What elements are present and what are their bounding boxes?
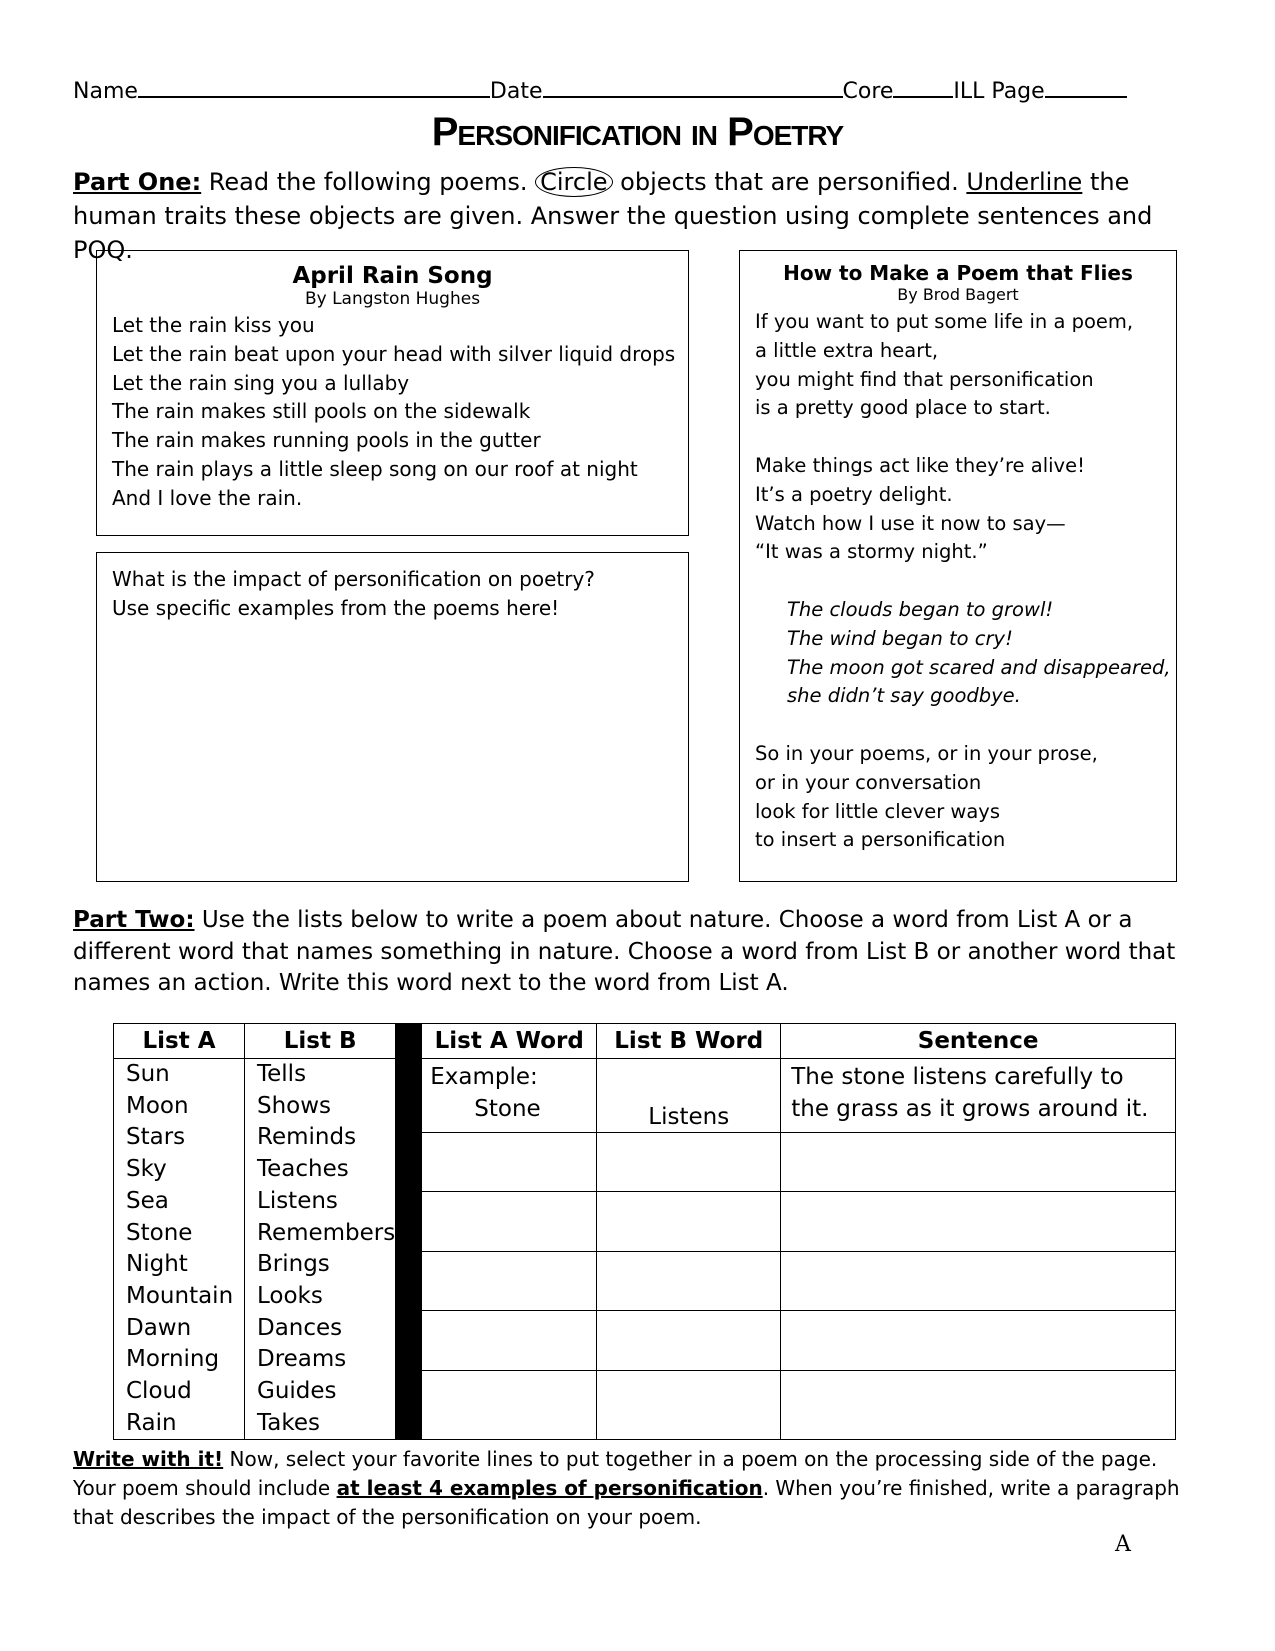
answer-cell-sentence[interactable] xyxy=(781,1192,1176,1251)
list-item: Stars xyxy=(126,1124,186,1151)
poem-line: Let the rain sing you a lullaby xyxy=(112,370,410,395)
list-item: Teaches xyxy=(257,1156,349,1183)
name-blank[interactable] xyxy=(138,74,490,98)
example-label: Example: xyxy=(430,1064,538,1090)
answer-cell-b[interactable] xyxy=(597,1311,781,1370)
example-sentence-line-2: the grass as it grows around it. xyxy=(791,1096,1149,1122)
list-item: Listens xyxy=(257,1187,338,1214)
core-label: Core xyxy=(842,79,894,104)
page-title: Personification in Poetry xyxy=(431,110,844,154)
header-list-b: List B xyxy=(245,1024,396,1059)
poem-line: The rain makes still pools on the sidewalk xyxy=(112,399,531,424)
ill-page-label: ILL Page xyxy=(953,79,1045,104)
part-one-text-3: the human traits these objects are given. Answer the question using complete sentences and POQ. xyxy=(73,168,1153,264)
example-list-a-word xyxy=(422,1059,597,1133)
list-item: Looks xyxy=(257,1282,323,1309)
list-item: Sea xyxy=(126,1187,169,1214)
underline-word: Underline xyxy=(966,168,1083,196)
poem-line: or in your conversation xyxy=(755,770,982,794)
list-b xyxy=(245,1059,396,1440)
poem-line: is a pretty good place to start. xyxy=(755,396,1051,420)
word-lists-table xyxy=(113,1023,1176,1440)
list-item: Shows xyxy=(257,1092,332,1119)
example-a-word: Stone xyxy=(474,1096,541,1122)
answer-cell-sentence[interactable] xyxy=(781,1311,1176,1370)
write-text-2: . When you’re finished, write a paragraph that describes the impact of the personification on your poem. xyxy=(73,1476,1180,1529)
part-one-text-2: objects that are personified. xyxy=(612,168,967,196)
answer-cell-a[interactable] xyxy=(422,1192,597,1251)
example-list-b-word: Listens xyxy=(597,1059,781,1133)
poem-line: It’s a poetry delight. xyxy=(755,482,953,506)
poem-line: Let the rain kiss you xyxy=(112,313,315,337)
ill-page-blank[interactable] xyxy=(1045,74,1127,98)
part-two-text: Use the lists below to write a poem about nature. Choose a word from List A or a different word that names something in nature. Choose a word from List B or another word that names an action. Write this word next to the word from List A. xyxy=(73,907,1176,996)
poem2-stanza-1 xyxy=(755,308,1161,423)
answer-cell-b[interactable] xyxy=(597,1251,781,1310)
list-item: Morning xyxy=(126,1346,220,1373)
part-one-label: Part One: xyxy=(73,168,202,196)
header-list-a: List A xyxy=(114,1024,245,1059)
poem-line: you might find that personification xyxy=(755,367,1094,391)
poem1-lines xyxy=(112,311,676,513)
poem-line: The wind began to cry! xyxy=(787,626,1013,650)
header-fields xyxy=(73,74,1183,109)
question-text: What is the impact of personification on poetry? Use specific examples from the poems here! xyxy=(112,567,595,620)
poem2-title: How to Make a Poem that Flies xyxy=(783,261,1133,285)
name-label: Name xyxy=(73,79,138,104)
list-item: Sky xyxy=(126,1156,167,1183)
poem-line: a little extra heart, xyxy=(755,338,939,362)
list-a xyxy=(114,1059,245,1440)
poem-line: If you want to put some life in a poem, xyxy=(755,310,1134,333)
write-with-it-instructions xyxy=(73,1445,1183,1532)
example-sentence-line-1: The stone listens carefully to xyxy=(791,1064,1124,1090)
poem-line: The moon got scared and disappeared, xyxy=(787,655,1171,679)
write-text-1: Now, select your favorite lines to put together in a poem on the processing side of the page. Your poem should include xyxy=(73,1447,1158,1500)
poem2-author: By Brod Bagert xyxy=(897,285,1019,304)
list-item: Cloud xyxy=(126,1378,192,1405)
list-item: Reminds xyxy=(257,1124,357,1151)
list-item: Dawn xyxy=(126,1314,192,1341)
poem1-author: By Langston Hughes xyxy=(304,289,481,309)
poem-line: And I love the rain. xyxy=(112,485,303,510)
list-item: Dreams xyxy=(257,1346,347,1373)
part-one-text-1: Read the following poems. xyxy=(201,168,536,196)
answer-cell-a[interactable] xyxy=(422,1132,597,1191)
list-item: Night xyxy=(126,1251,188,1278)
circle-word: Circle xyxy=(535,167,612,197)
write-emphasis: at least 4 examples of personification xyxy=(336,1476,763,1500)
poem-line: to insert a personification xyxy=(755,828,1006,852)
write-label: Write with it! xyxy=(73,1447,224,1471)
poem-line: she didn’t say goodbye. xyxy=(787,684,1021,708)
answer-cell-sentence[interactable] xyxy=(781,1370,1176,1440)
poem-line: The clouds began to growl! xyxy=(787,597,1054,621)
list-item: Dances xyxy=(257,1314,343,1341)
question-answer-box[interactable] xyxy=(96,552,689,882)
header-sentence: Sentence xyxy=(781,1024,1176,1059)
list-item: Guides xyxy=(257,1378,337,1405)
part-two-label: Part Two: xyxy=(73,907,195,933)
poem-line: Watch how I use it now to say— xyxy=(755,511,1066,535)
header-list-b-word: List B Word xyxy=(597,1024,781,1059)
poem2-stanza-4 xyxy=(755,740,1161,855)
header-list-a-word: List A Word xyxy=(422,1024,597,1059)
answer-cell-sentence[interactable] xyxy=(781,1251,1176,1310)
poem-line: The rain plays a little sleep song on our roof at night xyxy=(112,456,638,481)
date-label: Date xyxy=(489,79,543,104)
core-blank[interactable] xyxy=(893,74,953,98)
list-item: Remembers xyxy=(257,1219,396,1246)
list-item: Moon xyxy=(126,1092,189,1119)
answer-cell-a[interactable] xyxy=(422,1370,597,1440)
poem1-title: April Rain Song xyxy=(292,263,493,289)
example-sentence xyxy=(781,1059,1176,1133)
answer-cell-sentence[interactable] xyxy=(781,1132,1176,1191)
part-two-instructions xyxy=(73,905,1183,1000)
list-item: Tells xyxy=(257,1061,307,1087)
poem-line: Make things act like they’re alive! xyxy=(755,453,1085,477)
poem-how-to-make-a-poem-that-flies xyxy=(739,250,1177,882)
poem-april-rain-song xyxy=(96,250,689,536)
answer-cell-a[interactable] xyxy=(422,1251,597,1310)
poem2-stanza-3 xyxy=(755,596,1171,711)
poem-line: “It was a stormy night.” xyxy=(755,540,988,564)
poem-line: look for little clever ways xyxy=(755,799,1001,823)
page-letter: A xyxy=(1115,1532,1131,1557)
answer-cell-b[interactable] xyxy=(597,1132,781,1191)
poem-line: So in your poems, or in your prose, xyxy=(755,741,1098,765)
list-item: Stone xyxy=(126,1219,193,1246)
answer-cell-b[interactable] xyxy=(597,1192,781,1251)
poem-line: Let the rain beat upon your head with silver liquid drops xyxy=(112,341,676,366)
list-item: Brings xyxy=(257,1251,330,1278)
answer-cell-b[interactable] xyxy=(597,1370,781,1440)
poem2-stanza-2 xyxy=(755,452,1161,567)
list-item: Sun xyxy=(126,1061,170,1087)
divider-bar xyxy=(396,1024,422,1440)
answer-cell-a[interactable] xyxy=(422,1311,597,1370)
list-item: Rain xyxy=(126,1409,177,1436)
date-blank[interactable] xyxy=(543,74,843,98)
poem-line: The rain makes running pools in the gutter xyxy=(112,428,541,453)
list-item: Takes xyxy=(257,1409,320,1436)
list-item: Mountain xyxy=(126,1282,234,1309)
